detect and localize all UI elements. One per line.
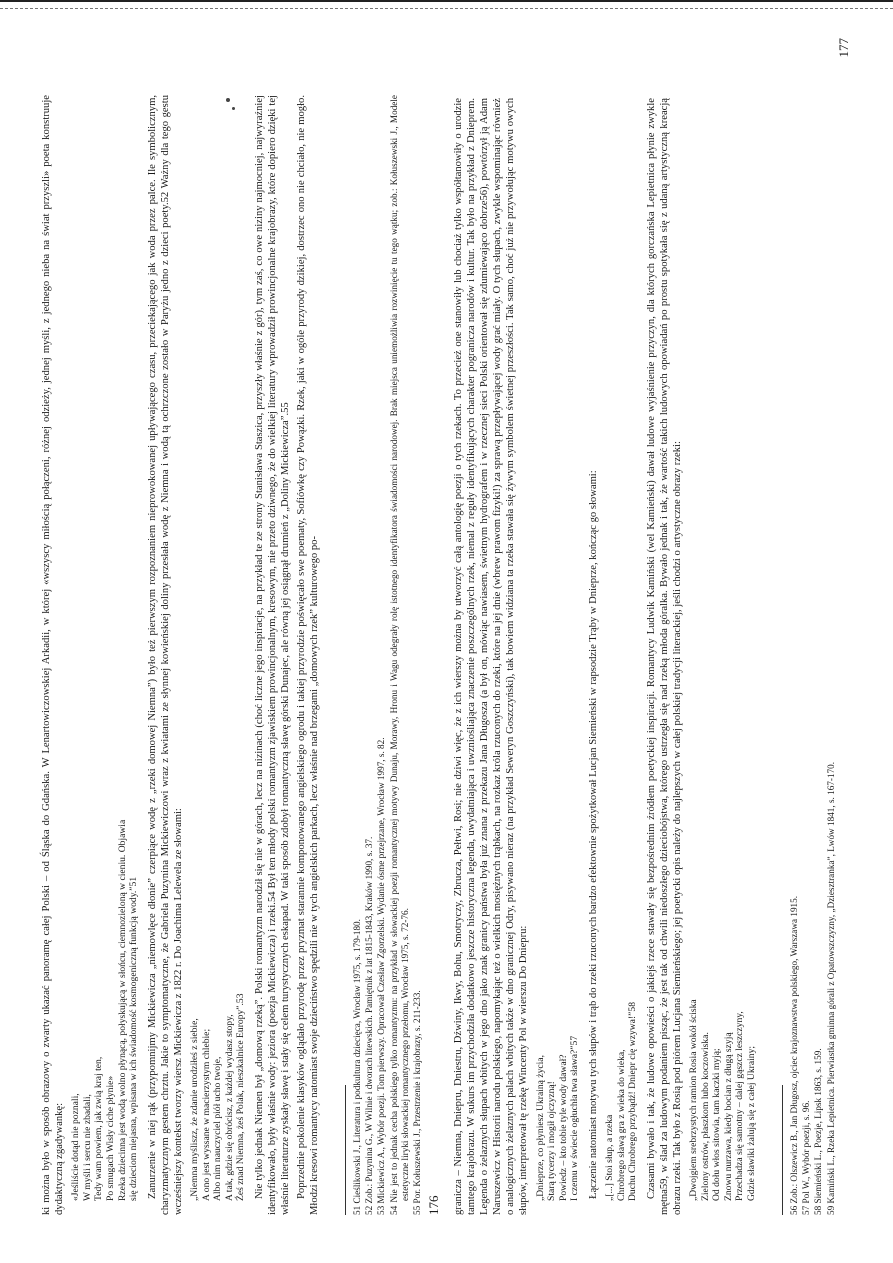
paragraph: ki można było w sposób obrazowy o zwarty ukazać panoramę całej Polski – od Śląska do Gdańska. W Lenartowiczowskiej Arkadii, w której «wszyscy miłością połączeni, różnej odzieży, jednej myśli, z jednego nieba na świat przyszli» poeta konstruuje dydaktyczną zgadywankę: xyxy=(41,95,66,1215)
verse-line: Zielony ostrów, płaszkom lubo koczowiska. xyxy=(699,1032,711,1201)
verse-line: Gdzie sławiki żalują się z całej Ukrainy; xyxy=(746,1045,758,1201)
footnote: 52 Zob.: Puzynina G., W Wilnie i dworach litewskich. Pamiętnik z lat 1815-1843, Kraków 1990, s. 37. xyxy=(364,836,375,1215)
verse-line: «Jeśliście dotąd nie poznali, xyxy=(70,1093,82,1201)
footnote: 56 Zob.: Olszewicz B., Jan Długosz, ojciec krajoznawstwa polskiego, Warszawa 1915. xyxy=(789,895,799,1215)
footnote-rule xyxy=(782,1085,783,1215)
page-177 xyxy=(452,38,860,1215)
verse-line: Albo nim nauczyciel piół ucho twoje, xyxy=(212,1056,224,1201)
verse-line: A ono jest wyssane w macierzystym chlebie; xyxy=(200,1028,212,1201)
footnote: 51 Cieślikowski J., Literatura i podkultura dziecięca, Wrocław 1975, s. 179-180. xyxy=(352,919,362,1215)
verse-line: A tak, gdzie się obrócisz, z każdej wydasz stopy, xyxy=(223,1014,235,1201)
page-176 xyxy=(40,35,450,1215)
verse-line: I czemu w świecie ogłuchła twa sława?”57 xyxy=(569,1035,581,1201)
footnote: 54 Nie jest to jednak cecha polskiego tylko romantyzmu: na przykład w słowackiej poezji romantycznej motywy Dunaju, Morawy, Hronu i Wagu odegrały rolę istotnego identyfikatora świadomości narodowej. Brak miejsca uniemożliwia rozwinięcie tu tego wątku; zob.: Kołuszewski J., Modele estetyczne liryki słowackiej romantycznego przełomu, Wrocław 1975, s. 72-76. xyxy=(388,95,410,1215)
verse-quote xyxy=(688,98,758,1201)
page-176-main-text xyxy=(40,95,324,1215)
verse-line: „[...] Stoi słup, a rzeka xyxy=(604,1114,616,1201)
footnote: 55 Por. Kołuszewski J., Przestrzenie i krajobrazy, s. 211-233. xyxy=(412,990,423,1215)
verse-line: Po smugach Wisły ciche płynie» xyxy=(104,1075,116,1201)
verse-quote xyxy=(70,95,140,1201)
scan-edge-top xyxy=(0,0,893,36)
page-177-footnotes xyxy=(789,98,838,1215)
verse-line: „Dwojgiem srebrzystych ramion Rosia wokół ściska xyxy=(688,999,700,1201)
scan-speck xyxy=(226,98,230,102)
paragraph: Nie tylko jednak Niemen był „domową rzeką”. Polski romantyzm narodził się nie w górach, lecz na nizinach (choć liczne jego inspiracje, na przykład te ze strony Stanisława Staszica, przyszły właśnie z gór), tym zaś, co owe niziny najmocniej, najwyraźniej identyfikowało, były właśnie wody: jeziora (poezja Mickiewicza) i rzeki.54 Był ten młody polski romantyzm zjawiskiem prowincjonalnym, kresowym, nie przeto dziwnego, że do wielkiej literatury wprowadził prowincjonalne krajobrazy, które dopiero dzięki tej właśnie literaturze zyskały sławę i stały się celem turystycznych eskapad. W taki sposób zdobył romantyczną sławę górski Dunajec, ale równą jej osiągnął drumień z „Doliny Mickiewicza”.55 xyxy=(254,95,292,1215)
verse-line: „Dnieprze, co płyniesz Ukrainą życia, xyxy=(534,1055,546,1201)
page-177-main-text xyxy=(452,98,764,1215)
page-number: 177 xyxy=(836,38,851,58)
verse-line: Od dołu włos sitowia, tam kaczki myją; xyxy=(711,1048,723,1201)
verse-line: Starą tycerzy i mogił ojczyzną! xyxy=(546,1081,558,1201)
footnote: 53 Mickiewicz A., Wybór poezji. Tom pierwszy. Opracował Czesław Zgorzelski. Wydanie ósme przejrzane, Wrocław 1997, s. 82. xyxy=(376,737,387,1215)
footnote-rule xyxy=(345,1085,346,1215)
verse-line: Tedy wam powiem, jak zwią kraj ten, xyxy=(93,1056,105,1201)
verse-line: Powiedz – kto tobie tyle wody dawał? xyxy=(557,1054,569,1201)
verse-line: Znowu nurzawa, kiedy bocian z długą szyją xyxy=(722,1032,734,1201)
verse-quote xyxy=(535,98,581,1201)
paragraph: Zanurzenie w niej rąk (przypomnijmy Mickiewicza „niemowlęce dłonie” czerpiące wodę z „rzeki domowej Niemna”) było też pierwszym rozpoznaniem nieprowokowanej upływającego czasu, przeciekającego jak woda przez palce. Ile symbolicznym, charyzmatycznym gestem chrztu. Jakie to symptomatyczne, że Gabriela Puzynina Mickiewiczowi wraz z kwiatami ze słynnej kowieńskiej doliny przesłała wodę z Niemna i wodą tą ochrzczone zostało w Paryżu jedno z dzieci poety.52 Ważny dla tego gestu wcześniejszy kontekst tworzy wiersz Mickiewicza z 1822 r. Do Joachima Lelewela ze słowami: xyxy=(146,95,184,1215)
verse-line: Chrobrego sławą gra z wieka do wieka, xyxy=(615,1049,627,1201)
paragraph: Poprzednie pokolenie klasyków oglądało przyrodę przez pryzmat starannie komponowanego angielskiego ogrodu i takiej przyrodzie poświęcało swe poematy, Sofiówkę czy Powązki. Rzek, jaki w ogóle przyrody dzikiej, dostrzec ono nie chciało, nie mogło. Młodzi kresowi romantycy natomiast swoje dzieciństwo spędzili nie w tych angielskich parkach, lecz właśnie nad brzegami „domowych rzek” kulturowego po- xyxy=(296,95,321,1215)
scan-speck xyxy=(232,107,235,110)
verse-line: W myśli i sercu nie zbadali, xyxy=(81,1094,93,1201)
footnote: 59 Kamiński L., Rzeka Lepietnica. Pierwiastka gminna górali z Opatowszczyzny, „Dziesztranka”, Lwów 1841, s. 167-170. xyxy=(825,761,836,1215)
verse-line: Źeś znad Niemna, żeś Polak, nieszkalnice Europy”.53 xyxy=(235,993,247,1201)
paragraph: granicza – Niemna, Dniepru, Dniestru, Dźwiny, Ikwy, Bohu, Smotryczy, Zbrucza, Pełtwi, Rosi; nie dziwi więc, że z ich wierszy można by utworzyć całą antologię poezji o tych rzekach. To przecież one stanowiły lub chociaż tylko współtanowiły o urodzie tamtego krajobrazu. W sukurs im przychodziła dodatkowo jeszcze historyczna legenda, uwydatniająca i uwzniośliająca znaczenie poszczególnych rzek, niemal z reguły identyfikujących charakter pogranicza narodów i kultur. Tak było na przykład z Dnieprem. Legenda o żelaznych słupach wbitych w jego dno jako znak granicy państwa była już znana z przekazu Jana Długosza (a był on, mówiąc nawiasem, świetnym hydrografem i w rzecznej sieci Polski orientował się zdumiewająco dobrze56), powtórzył ją Adam Naruszewicz w Historii narodu polskiego, napomykając też o wielkich mosiężnych trąbkach, na rozkaz króla rzuconych do rzeki, które na jej dnie (wbrew prawom fizyki!) za sprawą przepływającej wody grać miały. O tych słupach, zwykle wspominając również o analogicznych żelaznych palach wbitych także w dno granicznej Odry, pisywano nieraz (na przykład Seweryn Goszczyński), tak bowiem widziana ta rzeka stawała się żywym symbolem świetnej przeszłości. Tak samo, choć już nie przywołując motywu owych słupów, interpretował tę rzekę Wincenty Pol w wierszu Do Dniepru: xyxy=(453,98,530,1215)
verse-line: się dzieciom niejasna, wpisana w ich świadomość kosmogeniczną funkcją wody.”51 xyxy=(128,876,140,1201)
verse-line: Duchu Chrobrego przybądź! Dniepr cię wzywa!”58 xyxy=(627,1002,639,1201)
page-number: 176 xyxy=(426,1195,441,1215)
verse-line: Rzeka dziecinna jest wodą wolno płynącą, połyskującą w słońcu, ciemnozieloną w cieniu. Objawia xyxy=(116,819,128,1201)
paragraph: Czasami bywało i tak, że ludowe opowieści o jakiejś rzece stawały się bezpośrednim źródłem poetyckiej inspiracji. Romantycy Ludwik Kamiński (wel Kamieński) dawał ludowe wyjaśnienie przyczyn, dla których gorczańska Lepietnica płynie zwykle mętna59, w ślad za ludowym podaniem pisząc, że jest tak od chwili niedoszłego dzieciobójstwa, którego ustrzegła się nad rzeką młoda góralka. Bywało jednak i tak, że wartość takich ludowych opowiadań po prostu spotykała się z udaną artystyczną kreacją obrazu rzeki. Tak było z Rosią pod piórem Lucjana Siemieńskiego; jej poetycki opis należy do najlepszych w całej polskiej tradycji literackiej, jeśli chodzi o artystyczne obrazy rzeki: xyxy=(645,98,683,1215)
verse-line: Przechadza się samotny – dalej gąszcz leszczyny, xyxy=(734,1011,746,1201)
paragraph: Łączenie natomiast motywu tych słupów i trąb do rzeki rzuconych bardzo efektownie spożytkował Lucjan Siemieński w rapsodzie Trąby w Dnieprze, kończąc go słowami: xyxy=(587,470,599,1199)
footnote: 58 Siemieński L., Poezje, Lipsk 1863, s. 159. xyxy=(813,1048,824,1215)
verse-quote xyxy=(604,98,639,1201)
footnote: 57 Pol W., Wybór poezji, s. 96. xyxy=(801,1100,812,1215)
verse-quote xyxy=(189,95,247,1201)
verse-line: „Niemna myśliszz, że zdanie urodziłeś z siebie, xyxy=(189,1018,201,1201)
page-176-footnotes xyxy=(352,95,424,1215)
